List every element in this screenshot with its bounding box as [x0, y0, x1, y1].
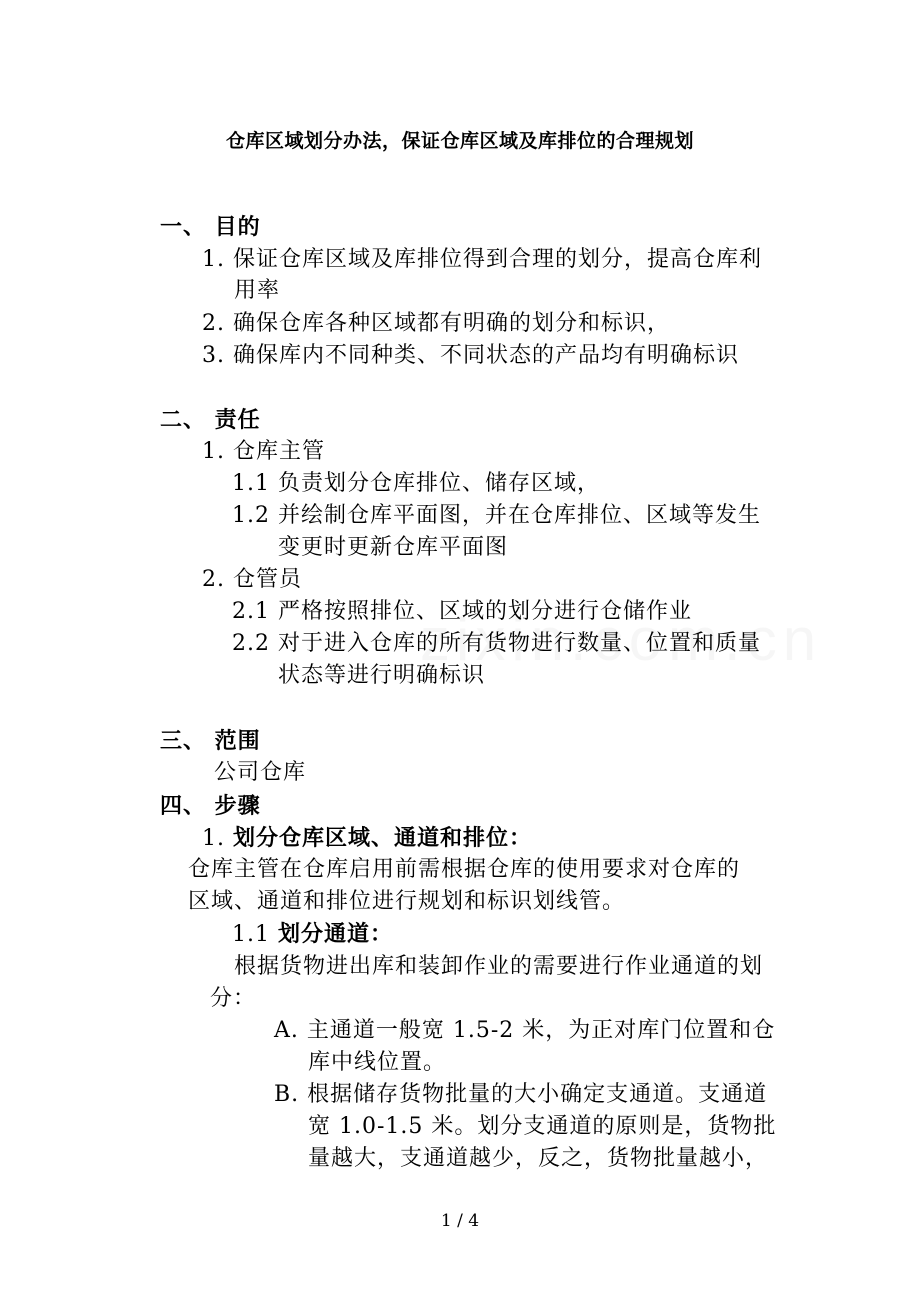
responsibility-item-2-1: 2.1 严格按照排位、区域的划分进行仓储作业	[232, 599, 692, 624]
purpose-item-1: 1. 保证仓库区域及库排位得到合理的划分，提高仓库利	[202, 247, 762, 272]
steps-item-1-1-title: 划分通道：	[278, 921, 394, 947]
document-title: 仓库区域划分办法，保证仓库区域及库排位的合理规划	[225, 130, 694, 152]
section-heading-responsibility: 二、 责任	[160, 407, 261, 433]
purpose-item-2: 2. 确保仓库各种区域都有明确的划分和标识，	[202, 311, 670, 336]
purpose-item-3: 3. 确保库内不同种类、不同状态的产品均有明确标识	[202, 343, 739, 368]
steps-item-1-text: 仓库主管在仓库启用前需根据仓库的使用要求对仓库的	[188, 857, 741, 882]
steps-item-1	[202, 823, 532, 854]
steps-item-1-title: 划分仓库区域、通道和排位：	[233, 825, 533, 851]
responsibility-item-1-1: 1.1 负责划分仓库排位、储存区域，	[232, 471, 600, 496]
steps-item-1-1-number: 1.1	[232, 922, 270, 947]
steps-item-1-text-cont: 区域、通道和排位进行规划和标识划线管。	[188, 889, 626, 914]
steps-item-1-1	[232, 919, 393, 950]
steps-item-1-number: 1.	[202, 826, 225, 851]
scope-text: 公司仓库	[214, 760, 307, 785]
responsibility-item-2: 2. 仓管员	[202, 567, 302, 592]
steps-point-a-cont: 库中线位置。	[308, 1050, 447, 1075]
responsibility-item-1-2-cont: 变更时更新仓库平面图	[278, 535, 509, 560]
steps-point-b: B. 根据储存货物批量的大小确定支通道。支通道	[274, 1082, 768, 1107]
steps-point-b-cont-1: 宽 1.0-1.5 米。划分支通道的原则是，货物批	[308, 1114, 777, 1139]
section-heading-steps: 四、 步骤	[160, 793, 261, 819]
section-heading-scope: 三、 范围	[160, 728, 261, 754]
steps-point-b-cont-2: 量越大，支通道越少，反之，货物批量越小，	[308, 1146, 769, 1171]
responsibility-item-1-2: 1.2 并绘制仓库平面图，并在仓库排位、区域等发生	[232, 503, 761, 528]
section-heading-purpose: 一、 目的	[160, 214, 261, 240]
steps-item-1-1-text: 根据货物进出库和装卸作业的需要进行作业通道的划	[234, 954, 764, 979]
responsibility-item-2-2: 2.2 对于进入仓库的所有货物进行数量、位置和质量	[232, 631, 761, 656]
steps-point-a: A. 主通道一般宽 1.5-2 米，为正对库门位置和仓	[274, 1018, 776, 1043]
responsibility-item-1: 1. 仓库主管	[202, 439, 325, 464]
page-number: 1 / 4	[440, 1211, 480, 1231]
steps-item-1-1-text-cont: 分：	[210, 986, 257, 1011]
purpose-item-1-cont: 用率	[234, 278, 281, 303]
responsibility-item-2-2-cont: 状态等进行明确标识	[278, 663, 486, 688]
